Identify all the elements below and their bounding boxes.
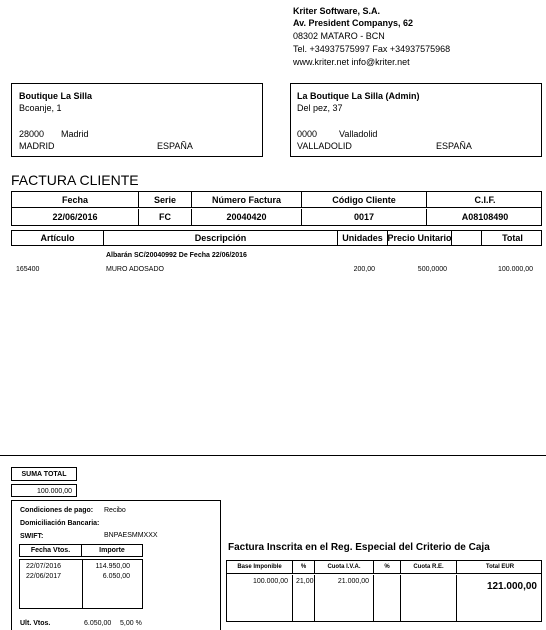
- col-article: Artículo: [12, 231, 104, 245]
- client-country: ESPAÑA: [157, 141, 193, 151]
- suma-total-value-box: [11, 484, 77, 497]
- client-address-box: [11, 83, 263, 157]
- client-province: MADRID: [19, 141, 55, 151]
- header-series-label: Serie: [139, 192, 192, 207]
- invoice-series: FC: [139, 209, 192, 225]
- item-article: 165400: [16, 266, 40, 273]
- tax-col-re: Cuota R.E.: [401, 561, 457, 573]
- tax-re-cell: [401, 575, 457, 621]
- invoice-number: 20040420: [192, 209, 302, 225]
- payment-conditions-label: Condiciones de pago:: [20, 507, 94, 514]
- tax-iva-cell: [315, 575, 374, 621]
- swift-value: BNPAESMMXXX: [104, 532, 158, 539]
- bank-label: Domiciliación Bancaria:: [20, 520, 100, 527]
- col-total: Total: [502, 233, 523, 243]
- due-date-1: 22/07/2016: [26, 563, 62, 570]
- tax-pct-iva-cell: [293, 575, 315, 621]
- tax-iva-value: 21.000,00: [337, 578, 369, 585]
- tax-col-pct-re: %: [374, 561, 401, 573]
- due-dates-header: [19, 544, 143, 557]
- ship-city: Valladolid: [339, 129, 378, 139]
- due-dates-body: [19, 559, 143, 609]
- invoice-header-table: [11, 191, 542, 226]
- tax-base-cell: [227, 575, 293, 621]
- due-date-col: Fecha Vtos.: [20, 545, 82, 556]
- ship-address-box: [290, 83, 542, 157]
- tax-col-pct-iva: %: [293, 561, 315, 573]
- suma-total-label-box: [11, 467, 77, 481]
- tax-base-value: 100.000,00: [252, 578, 288, 585]
- client-zip: 28000: [19, 129, 45, 139]
- albaran-note: Albarán SC/20040992 De Fecha 22/06/2016: [106, 252, 247, 259]
- payment-conditions-value: Recibo: [104, 507, 126, 514]
- company-city: 08302 MATARO - BCN: [293, 31, 385, 41]
- tax-table: [226, 560, 542, 622]
- col-unit-price: Precio Unitario: [387, 233, 452, 243]
- header-invoice-number-label: Número Factura: [192, 192, 302, 207]
- item-units: 200,00: [353, 266, 375, 273]
- invoice-date: 22/06/2016: [12, 209, 139, 225]
- lines-table-header: [11, 230, 542, 246]
- document-title: FACTURA CLIENTE: [11, 172, 139, 188]
- last-due-label: Ult. Vtos.: [20, 620, 51, 627]
- col-spacer: [452, 231, 482, 245]
- ship-street: Del pez, 37: [297, 103, 343, 113]
- header-table-values: [12, 209, 541, 225]
- ship-name: La Boutique La Silla (Admin): [297, 91, 420, 101]
- tax-pct-re-cell: [374, 575, 401, 621]
- header-date-label: Fecha: [12, 192, 139, 207]
- client-city: Madrid: [61, 129, 89, 139]
- tax-col-total: Total EUR: [485, 564, 515, 570]
- tax-table-values: [227, 575, 541, 621]
- col-description: Descripción: [104, 231, 338, 245]
- suma-total-value: 100.000,00: [36, 488, 72, 495]
- company-name: Kriter Software, S.A.: [293, 6, 381, 16]
- last-due-pct: 5,00 %: [120, 620, 142, 627]
- item-price: 500,0000: [417, 266, 447, 273]
- item-description: MURO ADOSADO: [106, 266, 164, 273]
- suma-total-label: SUMA TOTAL: [21, 470, 67, 478]
- tax-total-value: 121.000,00: [486, 581, 537, 592]
- caja-title: Factura Inscrita en el Reg. Especial del Criterio de Caja: [228, 542, 490, 553]
- ship-zip: 0000: [297, 129, 318, 139]
- footer-divider: [0, 455, 546, 456]
- header-client-code-label: Código Cliente: [302, 192, 427, 207]
- payment-box: [11, 500, 221, 630]
- due-date-2: 22/06/2017: [26, 573, 62, 580]
- client-code: 0017: [302, 209, 427, 225]
- due-amount-col: Importe: [99, 547, 125, 554]
- ship-province: VALLADOLID: [297, 141, 352, 151]
- ship-country: ESPAÑA: [436, 141, 472, 151]
- due-amount-1: 114.950,00: [95, 563, 130, 570]
- client-name: Boutique La Silla: [19, 91, 93, 101]
- col-units: Unidades: [338, 231, 388, 245]
- due-col-divider: [82, 560, 83, 608]
- tax-col-iva: Cuota I.V.A.: [315, 561, 374, 573]
- last-due-amount: 6.050,00: [84, 620, 112, 627]
- company-web: www.kriter.net info@kriter.net: [293, 57, 410, 67]
- header-table-labels: [12, 192, 541, 208]
- header-cif-label: C.I.F.: [474, 194, 496, 205]
- client-street: Bcoanje, 1: [19, 103, 62, 113]
- item-total: 100.000,00: [497, 266, 533, 273]
- swift-label: SWIFT:: [20, 533, 44, 540]
- client-cif: A08108490: [461, 212, 509, 222]
- tax-table-header: [227, 561, 541, 574]
- tax-total-cell: [457, 575, 543, 621]
- due-amount-2: 6.050,00: [102, 573, 130, 580]
- company-phone: Tel. +34937575997 Fax +34937575968: [293, 44, 451, 54]
- tax-col-base: Base Imponible: [227, 561, 293, 573]
- tax-pct-iva-value: 21,00: [296, 578, 314, 585]
- company-address: Av. President Companys, 62: [293, 18, 414, 28]
